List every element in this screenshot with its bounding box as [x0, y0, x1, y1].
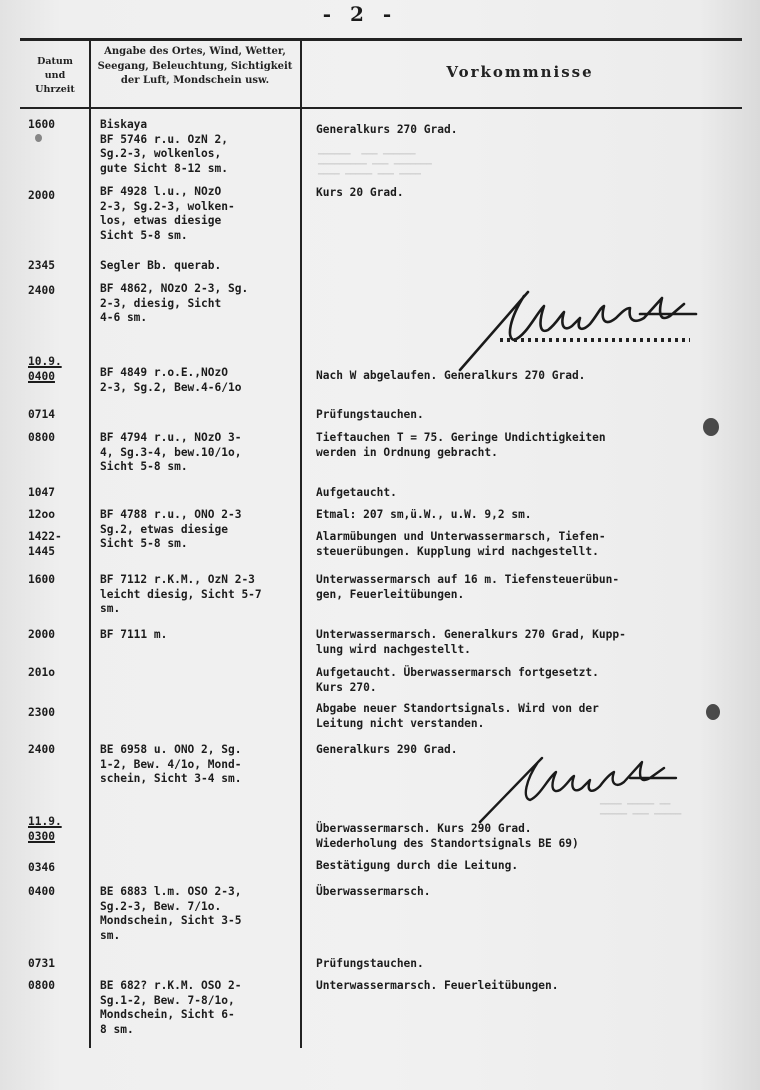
row-event: Unterwassermarsch auf 16 m. Tiefensteuerübun- gen, Feuerleitübungen. — [316, 573, 620, 601]
row-event: Alarmübungen und Unterwassermarsch, Tiefen- steuerübungen. Kupplung wird nachgestellt. — [316, 530, 606, 558]
row-time: 1600 — [28, 573, 55, 586]
table-top-border — [20, 38, 742, 41]
row-event: Nach W abgelaufen. Generalkurs 270 Grad. — [316, 369, 586, 382]
row-time: 201o — [28, 666, 55, 679]
row-time: 2400 — [28, 284, 55, 297]
row-event: Unterwassermarsch. Feuerleitübungen. — [316, 979, 559, 992]
signature — [440, 278, 740, 378]
row-place: BF 4788 r.u., ONO 2-3 Sg.2, etwas diesige Sicht 5-8 sm. — [100, 508, 242, 551]
row-time: 2000 — [28, 628, 55, 641]
row-time: 0800 — [28, 979, 55, 992]
row-place: BF 4928 l.u., NOzO 2-3, Sg.2-3, wolken- los, etwas diesige Sicht 5-8 sm. — [100, 185, 235, 242]
row-place: BF 4794 r.u., NOzO 3- 4, Sg.3-4, bew.10/1o, Sicht 5-8 sm. — [100, 431, 242, 474]
row-event: Bestätigung durch die Leitung. — [316, 859, 519, 872]
row-event: Abgabe neuer Standortsignals. Wird von der Leitung nicht verstanden. — [316, 702, 599, 730]
page-number: - 2 - — [322, 2, 398, 26]
row-time: 11.9. 0300 — [28, 815, 62, 843]
row-place: BF 7111 m. — [100, 628, 168, 641]
row-time: 2345 — [28, 259, 55, 272]
header-place-line: Seegang, Beleuchtung, Sichtigkeit — [97, 60, 293, 72]
header-date — [22, 55, 88, 97]
row-place: BE 682? r.K.M. OSO 2- Sg.1-2, Bew. 7-8/1o, Mondschein, Sicht 6- 8 sm. — [100, 979, 242, 1036]
row-time: 12oo — [28, 508, 55, 521]
row-place: BF 4849 r.o.E.,NOzO 2-3, Sg.2, Bew.4-6/1o — [100, 366, 242, 394]
row-event: Aufgetaucht. Überwassermarsch fortgesetzt. Kurs 270. — [316, 666, 599, 694]
ink-smudge — [35, 134, 42, 142]
ink-smudge — [706, 704, 720, 720]
ink-smudge — [703, 418, 719, 436]
table-header-border — [20, 107, 742, 109]
header-date-line: Uhrzeit — [35, 84, 75, 95]
row-event: Etmal: 207 sm,ü.W., u.W. 9,2 sm. — [316, 508, 532, 521]
header-events: Vorkommnisse — [446, 63, 594, 81]
row-event: Tieftauchen T = 75. Geringe Undichtigkeiten werden in Ordnung gebracht. — [316, 431, 606, 459]
row-time: 0714 — [28, 408, 55, 421]
bleed-through-texture: ────── ─── ────── ───────── ─── ─────── ──── ───── ─── ──── — [318, 150, 432, 180]
row-place: Segler Bb. querab. — [100, 259, 222, 272]
signature — [470, 748, 720, 828]
row-place: BE 6883 l.m. OSO 2-3, Sg.2-3, Bew. 7/1o. Mondschein, Sicht 3-5 sm. — [100, 885, 242, 942]
header-date-line: und — [44, 70, 66, 81]
row-time: 1600 — [28, 118, 55, 131]
row-time: 10.9. 0400 — [28, 355, 62, 383]
header-date-line: Datum — [37, 56, 73, 67]
row-place: BF 7112 r.K.M., OzN 2-3 leicht diesig, Sicht 5-7 sm. — [100, 573, 262, 616]
row-place: BE 6958 u. ONO 2, Sg. 1-2, Bew. 4/1o, Mond- schein, Sicht 3-4 sm. — [100, 743, 242, 786]
row-time: 1047 — [28, 486, 55, 499]
header-place-line: der Luft, Mondschein usw. — [120, 75, 270, 86]
header-place — [90, 45, 300, 89]
row-time: 2400 — [28, 743, 55, 756]
row-event: Generalkurs 270 Grad. — [316, 123, 458, 136]
row-time: 0346 — [28, 861, 55, 874]
row-place: BF 4862, NOzO 2-3, Sg. 2-3, diesig, Sicht 4-6 sm. — [100, 282, 249, 325]
row-event: Prüfungstauchen. — [316, 408, 424, 421]
row-event: Kurs 20 Grad. — [316, 186, 404, 199]
row-event: Generalkurs 290 Grad. — [316, 743, 458, 756]
row-time: 1422- 1445 — [28, 530, 62, 558]
row-time: 0800 — [28, 431, 55, 444]
row-time: 2300 — [28, 706, 55, 719]
column-divider-place — [300, 38, 302, 1048]
header-place-line: Angabe des Ortes, Wind, Wetter, — [104, 46, 286, 57]
row-event: Prüfungstauchen. — [316, 957, 424, 970]
row-event: Unterwassermarsch. Generalkurs 270 Grad, Kupp- lung wird nachgestellt. — [316, 628, 626, 656]
row-place: Biskaya BF 5746 r.u. OzN 2, Sg.2-3, wolkenlos, gute Sicht 8-12 sm. — [100, 118, 228, 175]
row-event: Überwassermarsch. — [316, 885, 431, 898]
row-time: 0731 — [28, 957, 55, 970]
row-time: 0400 — [28, 885, 55, 898]
row-event: Aufgetaucht. — [316, 486, 397, 499]
row-time: 2000 — [28, 189, 55, 202]
bleed-through-texture: ──── ───── ── ───── ─── ───── — [600, 800, 682, 820]
row-event: Überwassermarsch. Kurs 290 Grad. Wiederholung des Standortsignals BE 69) — [316, 822, 579, 850]
